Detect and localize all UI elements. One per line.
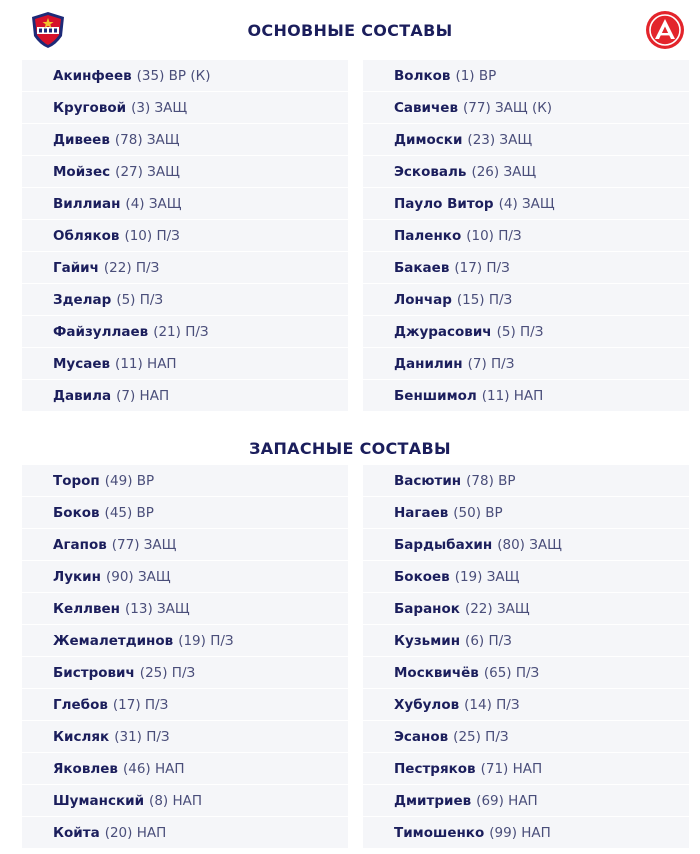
- player-name: Нагаев: [394, 504, 449, 521]
- player-name: Москвичёв: [394, 664, 479, 681]
- list-item: [22, 316, 348, 348]
- player-info: (26) ЗАЩ: [471, 163, 537, 180]
- player-info: (78) ЗАЩ: [114, 131, 180, 148]
- player-name: Кузьмин: [394, 632, 461, 649]
- list-item: [363, 657, 689, 689]
- list-item: [22, 60, 348, 92]
- list-item: [363, 561, 689, 593]
- player-name: Гайич: [53, 259, 99, 276]
- player-name: Волков: [394, 67, 451, 84]
- player-name: Мусаев: [53, 355, 111, 372]
- player-name: Келлвен: [53, 600, 120, 617]
- player-name: Бардыбахин: [394, 536, 493, 553]
- list-item: [363, 817, 689, 848]
- player-info: (11) НАП: [481, 387, 544, 404]
- player-name: Димоски: [394, 131, 463, 148]
- list-item: [22, 689, 348, 721]
- player-name: Боков: [53, 504, 100, 521]
- player-info: (7) П/З: [467, 355, 515, 372]
- player-info: (3) ЗАЩ: [131, 99, 188, 116]
- player-name: Пестряков: [394, 760, 476, 777]
- list-item: [22, 529, 348, 561]
- player-info: (21) П/З: [153, 323, 209, 340]
- player-name: Баранок: [394, 600, 460, 617]
- player-name: Пауло Витор: [394, 195, 494, 212]
- list-item: [22, 721, 348, 753]
- player-name: Тимошенко: [394, 824, 485, 841]
- player-info: (27) ЗАЩ: [115, 163, 180, 180]
- list-item: [22, 817, 348, 848]
- list-item: [22, 657, 348, 689]
- player-name: Эсанов: [394, 728, 449, 745]
- player-info: (80) ЗАЩ: [497, 536, 562, 553]
- list-item: [363, 380, 689, 411]
- player-name: Эсковаль: [394, 163, 467, 180]
- home-starting-list: [22, 60, 348, 411]
- player-info: (13) ЗАЩ: [125, 600, 190, 617]
- player-name: Бокоев: [394, 568, 450, 585]
- player-name: Файзуллаев: [53, 323, 149, 340]
- player-info: (22) П/З: [103, 259, 160, 276]
- player-info: (90) ЗАЩ: [105, 568, 171, 585]
- player-info: (14) П/З: [464, 696, 520, 713]
- list-item: [363, 252, 689, 284]
- list-item: [363, 156, 689, 188]
- player-name: Васютин: [394, 472, 462, 489]
- list-item: [22, 380, 348, 411]
- list-item: [22, 188, 348, 220]
- player-name: Зделар: [53, 291, 112, 308]
- list-item: [22, 593, 348, 625]
- player-info: (77) ЗАЩ: [111, 536, 177, 553]
- list-item: [22, 220, 348, 252]
- player-info: (25) П/З: [453, 728, 509, 745]
- list-item: [363, 60, 689, 92]
- player-info: (46) НАП: [122, 760, 185, 777]
- player-name: Обляков: [53, 227, 120, 244]
- player-info: (71) НАП: [480, 760, 543, 777]
- player-info: (35) ВР (К): [136, 67, 211, 84]
- player-name: Акинфеев: [53, 67, 132, 84]
- player-info: (65) П/З: [483, 664, 540, 681]
- list-item: [363, 465, 689, 497]
- starting-lineups-header: [0, 0, 700, 60]
- list-item: [363, 188, 689, 220]
- player-name: Глебов: [53, 696, 108, 713]
- player-name: Тороп: [53, 472, 100, 489]
- player-info: (8) НАП: [149, 792, 202, 809]
- player-name: Дмитриев: [394, 792, 472, 809]
- player-name: Яковлев: [53, 760, 118, 777]
- away-substitutes-list: [363, 465, 689, 848]
- list-item: [363, 284, 689, 316]
- player-info: (11) НАП: [115, 355, 177, 372]
- player-info: (6) П/З: [465, 632, 512, 649]
- player-name: Шуманский: [53, 792, 145, 809]
- substitutes-title: ЗАПАСНЫЕ СОСТАВЫ: [249, 439, 451, 458]
- player-name: Виллиан: [53, 195, 121, 212]
- player-name: Паленкo: [394, 227, 462, 244]
- list-item: [22, 124, 348, 156]
- player-name: Агапов: [53, 536, 107, 553]
- player-name: Кисляк: [53, 728, 110, 745]
- home-substitutes-list: [22, 465, 348, 848]
- player-name: Бистрович: [53, 664, 135, 681]
- list-item: [22, 284, 348, 316]
- player-info: (1) ВР: [455, 67, 497, 84]
- player-info: (77) ЗАЩ (К): [463, 99, 553, 116]
- list-item: [363, 348, 689, 380]
- player-info: (49) ВР: [104, 472, 155, 489]
- player-name: Савичев: [394, 99, 458, 116]
- player-info: (50) ВР: [453, 504, 503, 521]
- away-starting-list: [363, 60, 689, 411]
- list-item: [363, 220, 689, 252]
- player-info: (19) ЗАЩ: [454, 568, 520, 585]
- player-name: Хубулов: [394, 696, 460, 713]
- player-info: (31) П/З: [114, 728, 170, 745]
- player-name: Койта: [53, 824, 100, 841]
- player-info: (4) ЗАЩ: [125, 195, 182, 212]
- list-item: [22, 625, 348, 657]
- list-item: [22, 92, 348, 124]
- player-name: Лукин: [53, 568, 101, 585]
- list-item: [363, 316, 689, 348]
- list-item: [363, 497, 689, 529]
- player-name: Мойзес: [53, 163, 111, 180]
- list-item: [22, 753, 348, 785]
- player-info: (23) ЗАЩ: [467, 131, 533, 148]
- player-info: (17) П/З: [112, 696, 169, 713]
- player-info: (78) ВР: [466, 472, 516, 489]
- list-item: [363, 689, 689, 721]
- list-item: [363, 92, 689, 124]
- player-info: (22) ЗАЩ: [464, 600, 530, 617]
- player-info: (5) П/З: [116, 291, 164, 308]
- player-info: (20) НАП: [104, 824, 167, 841]
- player-info: (99) НАП: [489, 824, 551, 841]
- starting-lineups: [0, 60, 700, 411]
- player-info: (5) П/З: [496, 323, 544, 340]
- player-name: Данилин: [394, 355, 463, 372]
- player-name: Беншимол: [394, 387, 477, 404]
- player-name: Джурасович: [394, 323, 492, 340]
- player-info: (69) НАП: [476, 792, 538, 809]
- player-info: (45) ВР: [104, 504, 154, 521]
- list-item: [22, 252, 348, 284]
- player-info: (15) П/З: [456, 291, 513, 308]
- player-info: (4) ЗАЩ: [498, 195, 555, 212]
- player-info: (10) П/З: [466, 227, 522, 244]
- player-info: (7) НАП: [116, 387, 170, 404]
- list-item: [363, 753, 689, 785]
- player-name: Круговой: [53, 99, 127, 116]
- list-item: [363, 124, 689, 156]
- substitutes-lineups: [0, 465, 700, 848]
- list-item: [22, 785, 348, 817]
- player-name: Бакаев: [394, 259, 450, 276]
- list-item: [22, 465, 348, 497]
- list-item: [363, 625, 689, 657]
- player-info: (17) П/З: [454, 259, 510, 276]
- akron-emblem-icon: [645, 10, 685, 50]
- list-item: [363, 785, 689, 817]
- list-item: [22, 561, 348, 593]
- player-info: (25) П/З: [139, 664, 196, 681]
- starting-lineups-title: ОСНОВНЫЕ СОСТАВЫ: [247, 21, 453, 40]
- player-info: (10) П/З: [124, 227, 180, 244]
- player-info: (19) П/З: [178, 632, 234, 649]
- substitutes-header: [0, 411, 700, 465]
- player-name: Лончар: [394, 291, 452, 308]
- list-item: [363, 721, 689, 753]
- player-name: Дивеев: [53, 131, 110, 148]
- list-item: [363, 593, 689, 625]
- list-item: [22, 156, 348, 188]
- player-name: Давила: [53, 387, 112, 404]
- list-item: [363, 529, 689, 561]
- player-name: Жемалетдинов: [53, 632, 174, 649]
- list-item: [22, 348, 348, 380]
- list-item: [22, 497, 348, 529]
